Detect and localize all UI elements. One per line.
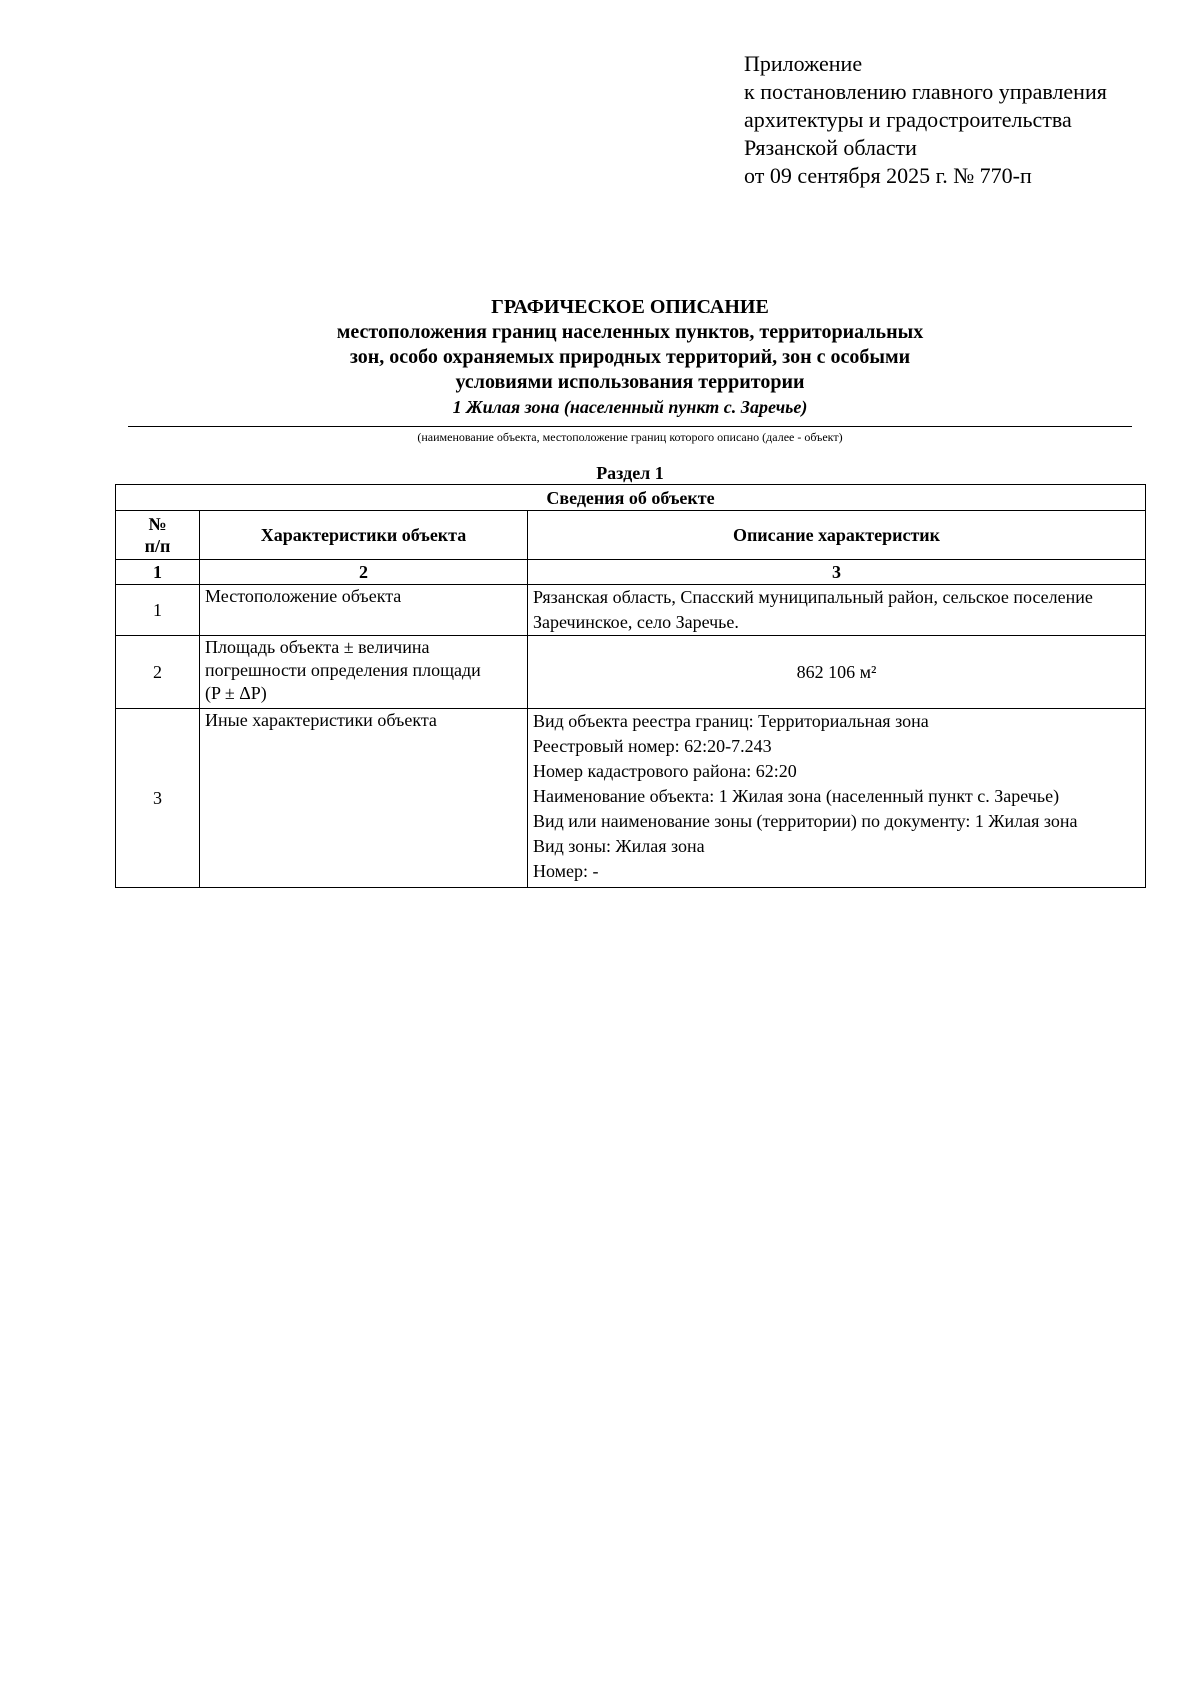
object-name-caption: (наименование объекта, местоположение границ которого описано (далее - объект) [417, 430, 843, 444]
characteristic-line: Площадь объекта ± величина [205, 637, 430, 657]
column-number: 1 [116, 560, 200, 585]
section-label: Раздел 1 [596, 463, 664, 483]
table-row [116, 636, 1146, 709]
row-description [528, 585, 1146, 636]
document-title: ГРАФИЧЕСКОЕ ОПИСАНИЕ [491, 296, 769, 318]
row-characteristic [200, 585, 528, 636]
characteristic-line: погрешности определения площади [205, 660, 481, 680]
description-line: Реестровый номер: 62:20-7.243 [533, 736, 772, 756]
row-characteristic [200, 636, 528, 709]
appendix-line: архитектуры и градостроительства [744, 107, 1072, 132]
description-line: Рязанская область, Спасский муниципальный район, сельское поселение Заречинское, село Заречье. [533, 587, 1093, 632]
table-caption: Сведения об объекте [116, 485, 1146, 511]
column-number: 2 [200, 560, 528, 585]
document-title-block [128, 294, 1132, 419]
row-description [528, 636, 1146, 709]
appendix-header [744, 50, 1164, 190]
table-caption-row [116, 485, 1146, 511]
header-num-line: п/п [144, 536, 171, 556]
appendix-line: Приложение [744, 51, 863, 76]
row-description [528, 709, 1146, 888]
row-characteristic [200, 709, 528, 888]
characteristic-line: (P ± ΔP) [205, 683, 267, 703]
appendix-line: Рязанской области [744, 135, 917, 160]
description-line: Вид зоны: Жилая зона [533, 836, 705, 856]
table-row [116, 709, 1146, 888]
header-num-line: № [148, 514, 167, 534]
description-line: Вид или наименование зоны (территории) по документу: 1 Жилая зона [533, 811, 1078, 831]
document-subtitle-line: местоположения границ населенных пунктов, территориальных [336, 321, 924, 343]
description-line: Номер: - [533, 861, 599, 881]
description-line: Номер кадастрового района: 62:20 [533, 761, 797, 781]
appendix-line: к постановлению главного управления [744, 79, 1107, 104]
description-line: Наименование объекта: 1 Жилая зона (населенный пункт с. Заречье) [533, 786, 1060, 806]
row-number: 3 [116, 709, 200, 888]
object-info-table [115, 484, 1146, 888]
appendix-line: от 09 сентября 2025 г. № 770-п [744, 163, 1032, 188]
table-row [116, 585, 1146, 636]
column-number-row [116, 560, 1146, 585]
row-number: 1 [116, 585, 200, 636]
object-name: 1 Жилая зона (населенный пункт с. Заречье) [452, 397, 808, 417]
characteristic-line: Иные характеристики объекта [205, 710, 437, 730]
table-header-row [116, 511, 1146, 560]
header-characteristic: Характеристики объекта [200, 511, 528, 560]
document-subtitle-line: условиями использования территории [455, 371, 805, 393]
header-num [116, 511, 200, 560]
document-subtitle-line: зон, особо охраняемых природных территорий, зон с особыми [349, 346, 911, 368]
header-description: Описание характеристик [528, 511, 1146, 560]
description-line: Вид объекта реестра границ: Территориальная зона [533, 711, 929, 731]
row-number: 2 [116, 636, 200, 709]
characteristic-line: Местоположение объекта [205, 586, 402, 606]
object-name-underline [128, 426, 1132, 427]
area-value: 862 106 м² [796, 661, 877, 682]
column-number: 3 [528, 560, 1146, 585]
